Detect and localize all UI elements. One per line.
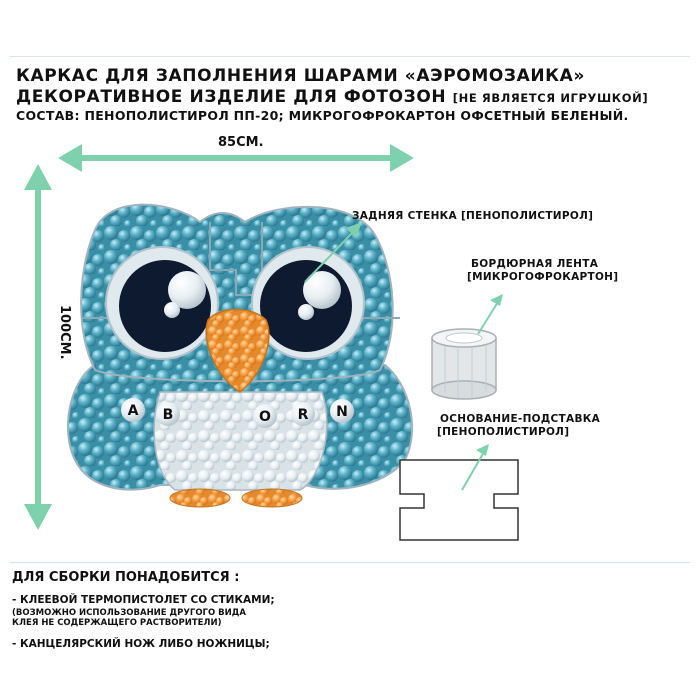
owl-letter-1: A — [127, 403, 139, 419]
title-line-2-main: ДЕКОРАТИВНОЕ ИЗДЕЛИЕ ДЛЯ ФОТОЗОН — [16, 87, 447, 107]
owl-letter-5: N — [336, 404, 348, 420]
owl-illustration — [68, 205, 412, 507]
border-tape-label-2: [МИКРОГОФРОКАРТОН] — [467, 271, 619, 283]
border-tape-label-1: БОРДЮРНАЯ ЛЕНТА — [471, 258, 599, 270]
top-rule — [10, 56, 690, 57]
height-arrow — [24, 164, 52, 530]
composition-line: СОСТАВ: ПЕНОПОЛИСТИРОЛ ПП-20; МИКРОГОФРОКАРТОН ОФСЕТНЫЙ БЕЛЕНЫЙ. — [16, 108, 629, 123]
assembly-item-1-note-1: (ВОЗМОЖНО ИСПОЛЬЗОВАНИЕ ДРУГОГО ВИДА — [12, 608, 246, 618]
height-label: 100СМ. — [57, 305, 72, 360]
title-line-2-note: [НЕ ЯВЛЯЕТСЯ ИГРУШКОЙ] — [452, 91, 649, 105]
owl-letter-2: B — [162, 407, 174, 423]
owl-letter-3: O — [259, 409, 271, 425]
assembly-title: ДЛЯ СБОРКИ ПОНАДОБИТСЯ : — [12, 570, 240, 585]
diagram — [0, 130, 700, 550]
border-tape-roll — [432, 329, 496, 399]
assembly-item-2: - КАНЦЕЛЯРСКИЙ НОЖ ЛИБО НОЖНИЦЫ; — [12, 638, 270, 650]
assembly-item-1: - КЛЕЕВОЙ ТЕРМОПИСТОЛЕТ СО СТИКАМИ; — [12, 594, 275, 606]
border-tape-pointer — [478, 294, 503, 334]
base-label-1: ОСНОВАНИЕ-ПОДСТАВКА — [440, 413, 601, 425]
owl-letter-4: R — [297, 407, 309, 423]
base-stand-shape — [400, 460, 518, 540]
base-label-2: [ПЕНОПОЛИСТИРОЛ] — [437, 426, 570, 438]
title-line-2 — [16, 87, 648, 107]
back-wall-label: ЗАДНЯЯ СТЕНКА [ПЕНОПОЛИСТИРОЛ] — [352, 210, 594, 222]
bottom-rule — [10, 562, 690, 563]
title-line-1: КАРКАС ДЛЯ ЗАПОЛНЕНИЯ ШАРАМИ «АЭРОМОЗАИКА» — [16, 66, 585, 86]
width-label: 85СМ. — [218, 135, 264, 150]
assembly-item-1-note-2: КЛЕЯ НЕ СОДЕРЖАЩЕГО РАСТВОРИТЕЛИ) — [12, 618, 222, 628]
